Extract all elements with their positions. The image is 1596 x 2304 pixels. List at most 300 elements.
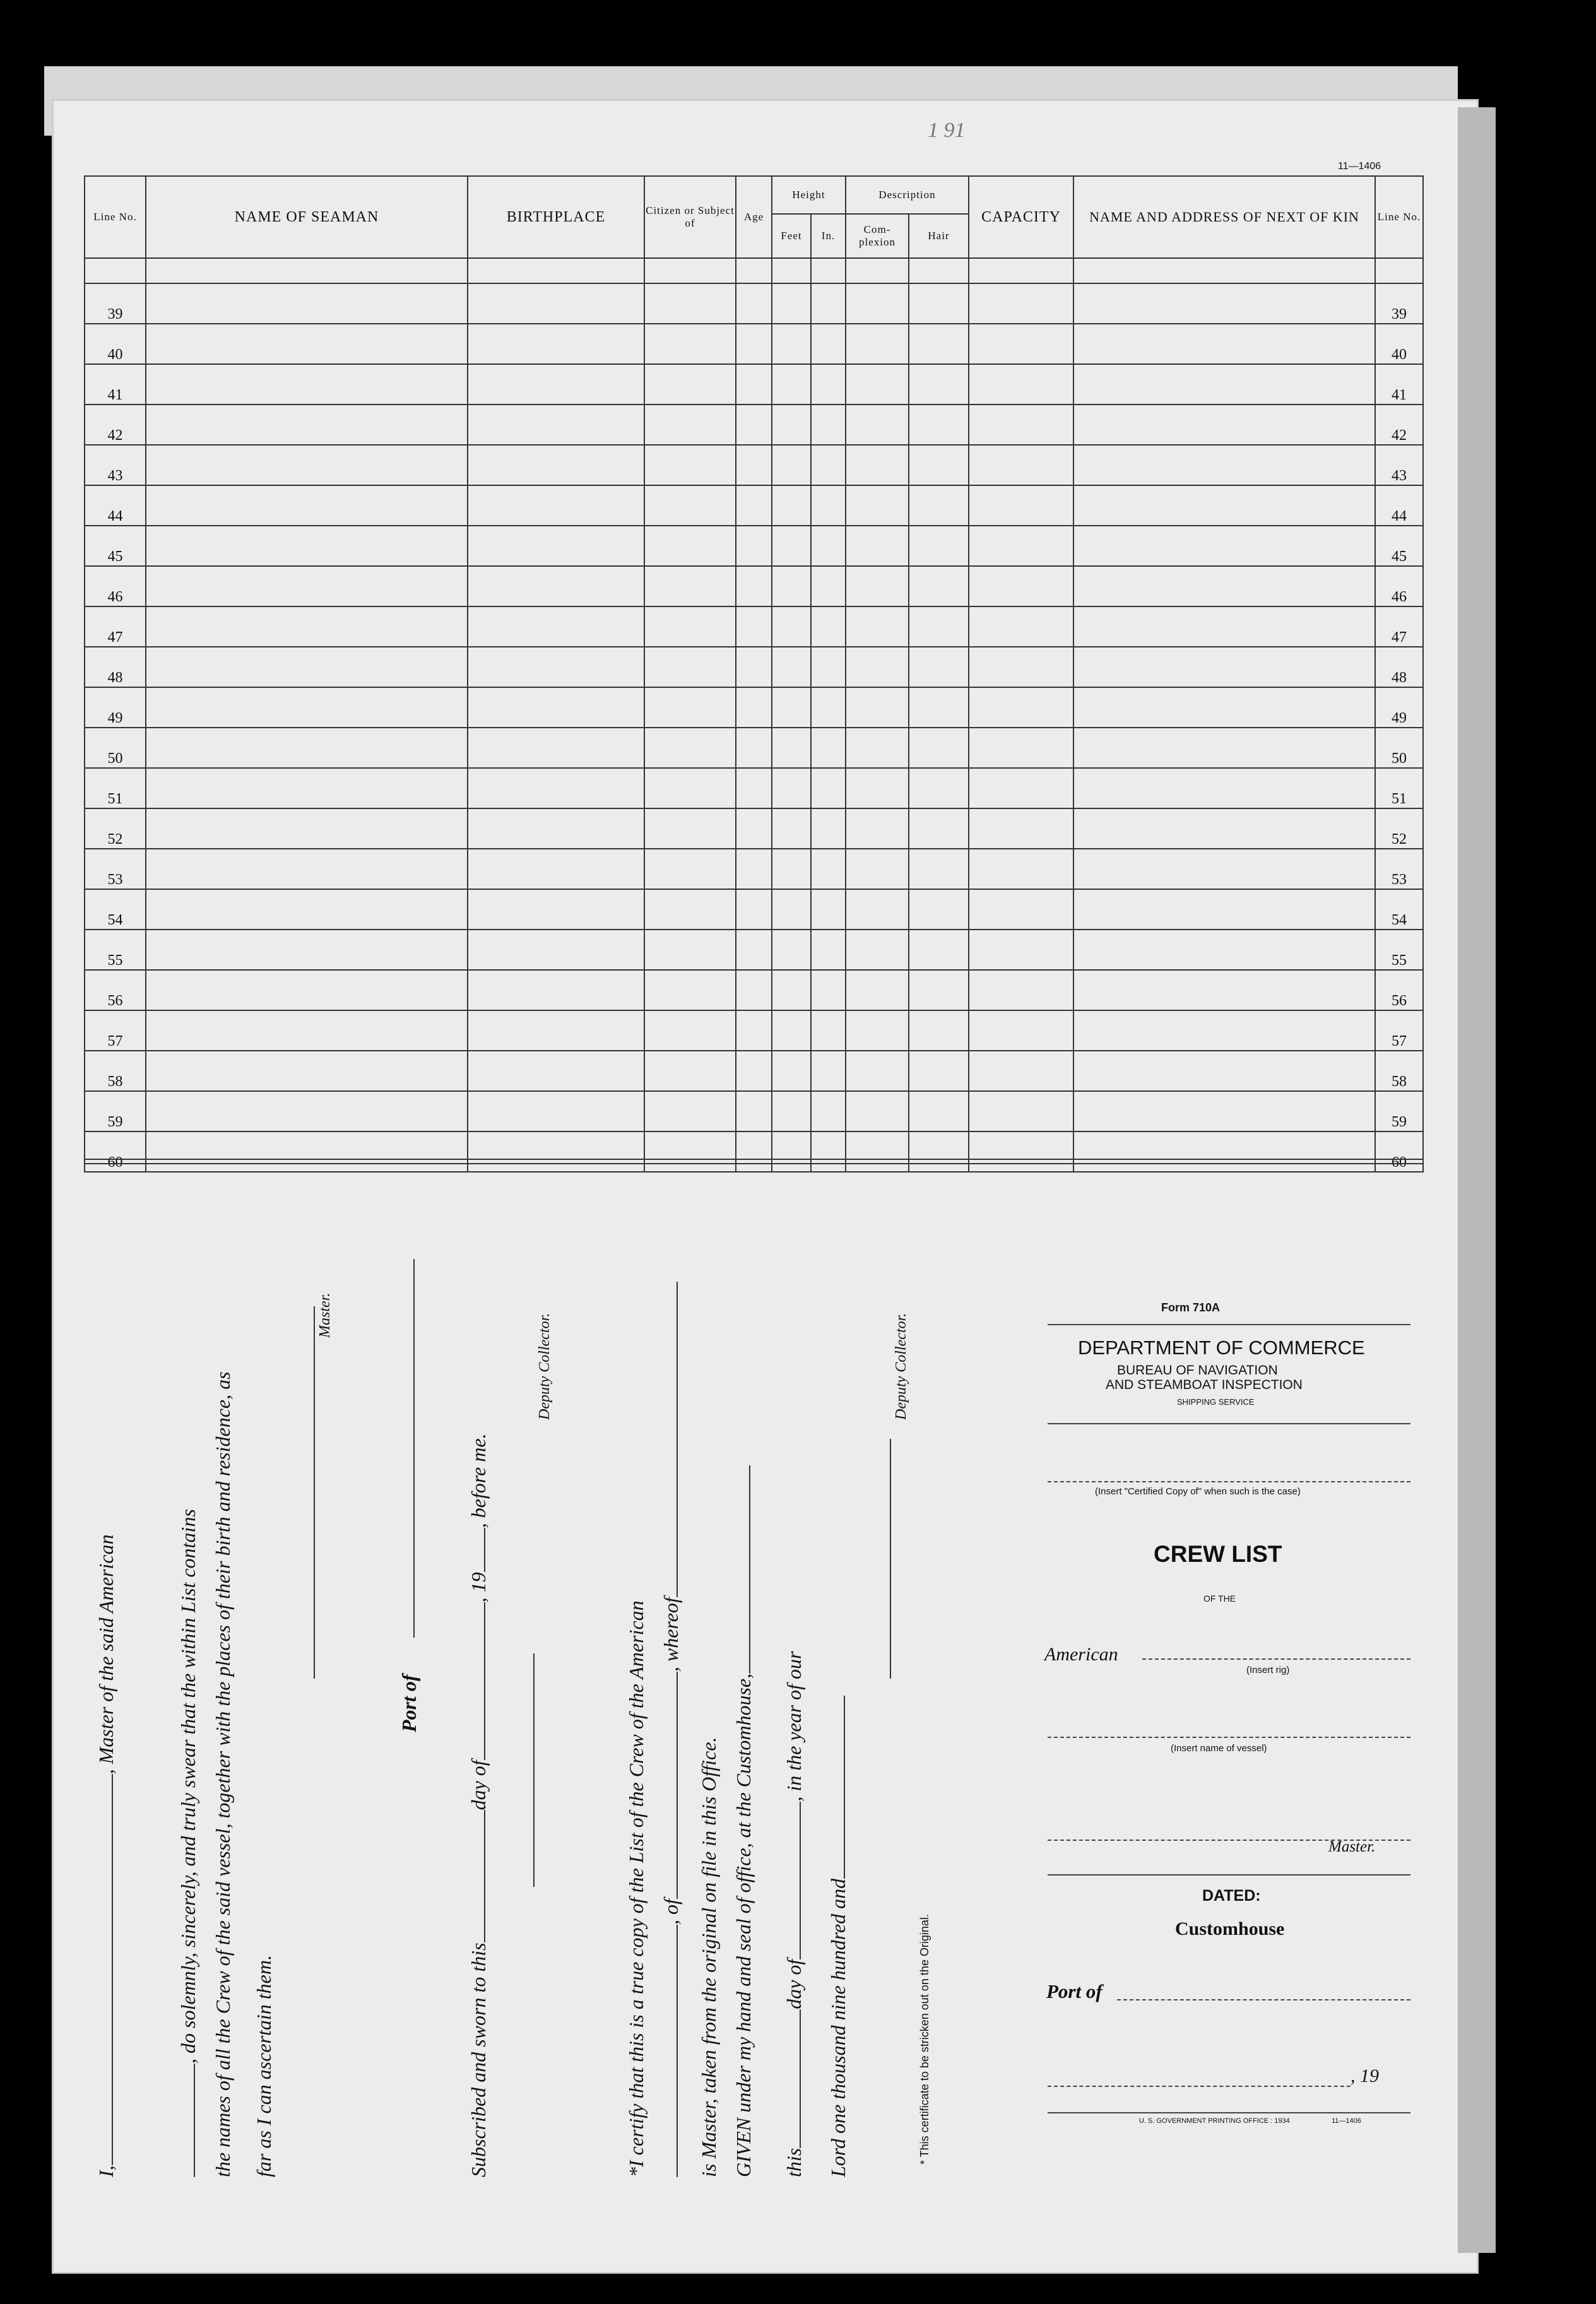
table-cell	[909, 445, 969, 485]
header-hair: Hair	[909, 214, 969, 258]
table-cell	[644, 445, 736, 485]
line-number-left: 50	[85, 728, 146, 768]
table-cell	[468, 283, 644, 324]
table-cell	[772, 324, 811, 364]
table-cell	[811, 324, 846, 364]
table-cell	[772, 445, 811, 485]
table-cell	[772, 849, 811, 889]
line-number-right: 55	[1375, 930, 1423, 970]
table-cell	[772, 1091, 811, 1131]
table-cell	[811, 728, 846, 768]
handwritten-page-mark: 1 91	[928, 119, 966, 142]
table-cell	[909, 566, 969, 606]
table-cell	[736, 849, 772, 889]
table-cell	[146, 324, 468, 364]
table-cell	[846, 485, 909, 526]
table-cell	[468, 728, 644, 768]
table-cell	[772, 485, 811, 526]
table-cell	[811, 849, 846, 889]
table-cell	[846, 405, 909, 445]
cover-port-line	[1117, 1999, 1410, 2000]
table-cell	[1073, 728, 1375, 768]
line-number-right: 41	[1375, 364, 1423, 405]
table-cell	[736, 647, 772, 687]
table-cell	[969, 849, 1073, 889]
line-number-right: 50	[1375, 728, 1423, 768]
port-of-label: Port of	[398, 1674, 420, 1732]
header-next-of-kin: NAME AND ADDRESS OF NEXT OF KIN	[1073, 176, 1375, 258]
line-number-left: 58	[85, 1051, 146, 1091]
table-row	[85, 405, 1423, 445]
cover-rule-dated	[1048, 1874, 1410, 1876]
table-cell	[468, 445, 644, 485]
line-number-left: 45	[85, 526, 146, 566]
table-cell	[736, 324, 772, 364]
table-cell	[468, 606, 644, 647]
table-cell	[811, 1051, 846, 1091]
table-cell	[644, 283, 736, 324]
table-cell	[1073, 1091, 1375, 1131]
table-cell	[909, 526, 969, 566]
table-cell	[811, 889, 846, 930]
line-number-left: 47	[85, 606, 146, 647]
table-cell	[811, 687, 846, 728]
table-cell	[736, 728, 772, 768]
table-cell	[146, 1091, 468, 1131]
table-cell	[146, 728, 468, 768]
table-cell	[846, 606, 909, 647]
deputy-collector-label-1: Deputy Collector.	[536, 1313, 553, 1420]
table-cell	[468, 566, 644, 606]
oath-line-3: the names of all the Crew of the said vessel, together with the places of their birth and residence, as	[211, 1371, 234, 2177]
table-cell	[909, 606, 969, 647]
line-number-right: 54	[1375, 889, 1423, 930]
table-cell	[846, 970, 909, 1010]
table-cell	[736, 889, 772, 930]
table-row	[85, 566, 1423, 606]
line-number-right: 45	[1375, 526, 1423, 566]
cover-bureau-line-1: BUREAU OF NAVIGATION	[1117, 1363, 1278, 1378]
header-birthplace: BIRTHPLACE	[468, 176, 644, 258]
table-cell	[772, 768, 811, 808]
table-cell	[468, 1091, 644, 1131]
table-cell	[846, 687, 909, 728]
line-number-right: 49	[1375, 687, 1423, 728]
header-name-of-seaman: NAME OF SEAMAN	[146, 176, 468, 258]
table-cell	[969, 566, 1073, 606]
table-cell	[772, 1010, 811, 1051]
table-cell	[909, 1051, 969, 1091]
table-cell	[644, 364, 736, 405]
underlying-page-strip	[1458, 107, 1496, 2253]
table-cell	[846, 364, 909, 405]
table-cell	[1073, 889, 1375, 930]
header-capacity: CAPACITY	[969, 176, 1073, 258]
table-cell	[1073, 808, 1375, 849]
table-cell	[811, 526, 846, 566]
table-cell	[644, 1010, 736, 1051]
table-cell	[644, 687, 736, 728]
table-cell	[1073, 606, 1375, 647]
table-cell	[736, 485, 772, 526]
line-number-right: 59	[1375, 1091, 1423, 1131]
table-cell	[1073, 849, 1375, 889]
cover-shipping-service: SHIPPING SERVICE	[1177, 1397, 1255, 1407]
table-cell	[146, 283, 468, 324]
subscribed-line: Subscribed and sworn to thisday of, 19, before me.	[467, 1433, 490, 2177]
table-cell	[811, 606, 846, 647]
table-cell	[846, 1051, 909, 1091]
table-cell	[146, 526, 468, 566]
table-cell	[772, 283, 811, 324]
table-cell	[468, 1010, 644, 1051]
table-row	[85, 526, 1423, 566]
table-cell	[772, 405, 811, 445]
lord-line: Lord one thousand nine hundred and	[827, 1696, 850, 2177]
line-number-left: 52	[85, 808, 146, 849]
table-cell	[146, 768, 468, 808]
table-cell	[909, 728, 969, 768]
table-cell	[146, 930, 468, 970]
table-cell	[969, 808, 1073, 849]
certify-line-2: , of, whereof	[659, 1282, 683, 2177]
table-cell	[644, 405, 736, 445]
table-cell	[772, 889, 811, 930]
table-bottom-rule	[84, 1159, 1422, 1164]
table-cell	[146, 1131, 468, 1172]
table-cell	[811, 647, 846, 687]
table-row	[85, 768, 1423, 808]
cover-master-label: Master.	[1328, 1838, 1376, 1855]
certify-line-1: *I certify that this is a true copy of the List of the Crew of the American	[625, 1600, 647, 2177]
table-cell	[736, 566, 772, 606]
header-age: Age	[736, 176, 772, 258]
line-number-left: 53	[85, 849, 146, 889]
line-number-left: 43	[85, 445, 146, 485]
header-height: Height	[772, 176, 846, 214]
table-cell	[468, 1051, 644, 1091]
table-cell	[811, 405, 846, 445]
line-number-right: 60	[1375, 1131, 1423, 1172]
line-number-right: 52	[1375, 808, 1423, 849]
table-cell	[1073, 1051, 1375, 1091]
table-cell	[468, 849, 644, 889]
table-cell	[969, 1131, 1073, 1172]
table-cell	[846, 445, 909, 485]
cover-rule-mid	[1048, 1423, 1410, 1424]
table-cell	[468, 526, 644, 566]
deputy-collector-label-2: Deputy Collector.	[893, 1313, 909, 1420]
line-number-right: 43	[1375, 445, 1423, 485]
table-cell	[468, 485, 644, 526]
table-cell	[468, 970, 644, 1010]
table-cell	[909, 930, 969, 970]
table-cell	[146, 606, 468, 647]
cover-department: DEPARTMENT OF COMMERCE	[1078, 1337, 1365, 1359]
cover-customhouse: Customhouse	[1175, 1918, 1285, 1939]
table-cell	[772, 364, 811, 405]
table-cell	[772, 526, 811, 566]
table-cell	[909, 849, 969, 889]
cover-bureau-line-2: AND STEAMBOAT INSPECTION	[1106, 1378, 1303, 1392]
table-cell	[969, 728, 1073, 768]
line-number-left: 49	[85, 687, 146, 728]
table-cell	[146, 970, 468, 1010]
table-cell	[1073, 405, 1375, 445]
table-cell	[468, 768, 644, 808]
table-cell	[736, 808, 772, 849]
port-of-line	[413, 1259, 415, 1638]
table-row	[85, 849, 1423, 889]
table-cell	[811, 970, 846, 1010]
table-cell	[644, 808, 736, 849]
table-cell	[846, 768, 909, 808]
table-cell	[146, 405, 468, 445]
line-number-right: 58	[1375, 1051, 1423, 1091]
table-cell	[736, 405, 772, 445]
table-cell	[1073, 283, 1375, 324]
table-cell	[909, 485, 969, 526]
table-cell	[468, 324, 644, 364]
table-cell	[146, 566, 468, 606]
table-cell	[909, 768, 969, 808]
table-cell	[644, 970, 736, 1010]
footnote-certificate: * This certificate to be stricken out on the Original.	[918, 1914, 931, 2165]
line-number-right: 47	[1375, 606, 1423, 647]
cover-insert-vessel: (Insert name of vessel)	[1171, 1743, 1267, 1754]
table-cell	[146, 485, 468, 526]
table-cell	[146, 808, 468, 849]
table-cell	[846, 849, 909, 889]
table-cell	[1073, 445, 1375, 485]
crew-list-table	[84, 175, 1424, 1173]
table-cell	[969, 364, 1073, 405]
line-number-left: 55	[85, 930, 146, 970]
line-number-right: 39	[1375, 283, 1423, 324]
table-cell	[736, 1091, 772, 1131]
table-cell	[846, 1091, 909, 1131]
table-row	[85, 930, 1423, 970]
table-cell	[146, 1051, 468, 1091]
table-cell	[468, 405, 644, 445]
table-row	[85, 808, 1423, 849]
line-number-left: 41	[85, 364, 146, 405]
cover-printing-office: U. S. GOVERNMENT PRINTING OFFICE : 1934	[1139, 2117, 1290, 2125]
table-cell	[644, 728, 736, 768]
line-number-right: 51	[1375, 768, 1423, 808]
table-cell	[846, 1010, 909, 1051]
line-number-right: 42	[1375, 405, 1423, 445]
line-number-right: 46	[1375, 566, 1423, 606]
line-number-left: 48	[85, 647, 146, 687]
line-number-right: 56	[1375, 970, 1423, 1010]
table-cell	[969, 647, 1073, 687]
cover-rule-top	[1048, 1324, 1410, 1325]
cover-vessel-line	[1048, 1737, 1410, 1738]
table-cell	[909, 1010, 969, 1051]
table-cell	[468, 1131, 644, 1172]
table-cell	[846, 566, 909, 606]
table-row-blank	[85, 258, 1423, 283]
header-citizen: Citizen or Subject of	[644, 176, 736, 258]
table-row	[85, 283, 1423, 324]
table-cell	[846, 1131, 909, 1172]
table-cell	[811, 1091, 846, 1131]
table-cell	[1073, 647, 1375, 687]
table-cell	[811, 1131, 846, 1172]
table-cell	[969, 768, 1073, 808]
line-number-left: 60	[85, 1131, 146, 1172]
table-cell	[468, 364, 644, 405]
line-number-left: 51	[85, 768, 146, 808]
table-cell	[736, 970, 772, 1010]
table-cell	[969, 889, 1073, 930]
table-cell	[736, 1051, 772, 1091]
table-cell	[644, 647, 736, 687]
deputy-collector-line-2	[890, 1439, 891, 1679]
table-cell	[644, 1051, 736, 1091]
table-cell	[811, 930, 846, 970]
table-cell	[909, 647, 969, 687]
table-cell	[772, 970, 811, 1010]
table-cell	[811, 768, 846, 808]
table-cell	[811, 485, 846, 526]
table-cell	[736, 364, 772, 405]
table-cell	[468, 889, 644, 930]
table-cell	[1073, 687, 1375, 728]
table-cell	[969, 405, 1073, 445]
table-cell	[468, 930, 644, 970]
line-number-left: 39	[85, 283, 146, 324]
cover-rule-bottom	[1048, 2112, 1410, 2113]
cover-crew-list-title: CREW LIST	[1154, 1541, 1282, 1567]
table-cell	[644, 930, 736, 970]
table-row	[85, 889, 1423, 930]
table-cell	[772, 1051, 811, 1091]
table-cell	[846, 647, 909, 687]
oath-line-1: I,, Master of the said American	[95, 1534, 117, 2177]
line-number-right: 53	[1375, 849, 1423, 889]
line-number-right: 57	[1375, 1010, 1423, 1051]
line-number-left: 59	[85, 1091, 146, 1131]
cover-dated: DATED:	[1202, 1887, 1261, 1905]
table-cell	[811, 445, 846, 485]
table-cell	[909, 889, 969, 930]
line-number-left: 44	[85, 485, 146, 526]
cover-form-number: Form 710A	[1161, 1301, 1221, 1314]
header-line-no: Line No.	[85, 176, 146, 258]
table-cell	[1073, 485, 1375, 526]
this-day-line: thisday of, in the year of our	[783, 1651, 805, 2177]
header-inches: In.	[811, 214, 846, 258]
master-label: Master.	[317, 1292, 333, 1338]
table-cell	[969, 687, 1073, 728]
table-cell	[909, 970, 969, 1010]
line-number-left: 54	[85, 889, 146, 930]
table-cell	[146, 849, 468, 889]
table-cell	[468, 687, 644, 728]
table-row	[85, 728, 1423, 768]
table-cell	[969, 485, 1073, 526]
table-cell	[772, 930, 811, 970]
table-cell	[736, 687, 772, 728]
table-cell	[644, 566, 736, 606]
table-row	[85, 364, 1423, 405]
line-number-left: 56	[85, 970, 146, 1010]
table-cell	[909, 687, 969, 728]
table-cell	[644, 768, 736, 808]
table-cell	[846, 889, 909, 930]
table-row	[85, 1131, 1423, 1172]
cover-port-of: Port of	[1046, 1980, 1102, 2002]
table-cell	[736, 768, 772, 808]
table-cell	[846, 728, 909, 768]
cover-insert-certified: (Insert "Certified Copy of" when such is the case)	[1095, 1486, 1301, 1497]
table-row	[85, 1051, 1423, 1091]
table-cell	[909, 283, 969, 324]
table-cell	[146, 687, 468, 728]
table-cell	[811, 808, 846, 849]
table-cell	[772, 687, 811, 728]
cover-insert-rig: (Insert rig)	[1246, 1665, 1290, 1675]
line-number-left: 42	[85, 405, 146, 445]
line-number-left: 46	[85, 566, 146, 606]
form-number-top: 11—1406	[1338, 161, 1381, 172]
line-number-right: 44	[1375, 485, 1423, 526]
table-cell	[1073, 566, 1375, 606]
table-cell	[772, 1131, 811, 1172]
table-cell	[146, 364, 468, 405]
table-cell	[811, 364, 846, 405]
table-cell	[1073, 324, 1375, 364]
table-cell	[846, 930, 909, 970]
table-cell	[146, 1010, 468, 1051]
header-description: Description	[846, 176, 969, 214]
table-cell	[1073, 1131, 1375, 1172]
table-cell	[772, 606, 811, 647]
table-cell	[846, 808, 909, 849]
table-cell	[736, 930, 772, 970]
line-number-left: 40	[85, 324, 146, 364]
table-cell	[772, 647, 811, 687]
table-cell	[969, 930, 1073, 970]
table-cell	[909, 405, 969, 445]
table-cell	[1073, 526, 1375, 566]
table-row	[85, 324, 1423, 364]
line-number-left: 57	[85, 1010, 146, 1051]
table-cell	[909, 1091, 969, 1131]
header-complexion: Com-plexion	[846, 214, 909, 258]
table-cell	[1073, 768, 1375, 808]
table-cell	[909, 324, 969, 364]
table-row	[85, 1010, 1423, 1051]
cover-nineteen: , 19	[1351, 2065, 1379, 2086]
table-cell	[736, 445, 772, 485]
table-cell	[736, 283, 772, 324]
table-cell	[909, 1131, 969, 1172]
table-cell	[909, 808, 969, 849]
given-line: GIVEN under my hand and seal of office, at the Customhouse,	[732, 1465, 755, 2177]
table-cell	[146, 445, 468, 485]
cover-form-number-bottom: 11—1406	[1332, 2117, 1361, 2125]
table-row	[85, 606, 1423, 647]
table-row	[85, 687, 1423, 728]
header-line-no-right: Line No.	[1375, 176, 1423, 258]
table-cell	[644, 526, 736, 566]
cover-american: American	[1044, 1644, 1118, 1665]
table-cell	[969, 1010, 1073, 1051]
line-number-right: 40	[1375, 324, 1423, 364]
